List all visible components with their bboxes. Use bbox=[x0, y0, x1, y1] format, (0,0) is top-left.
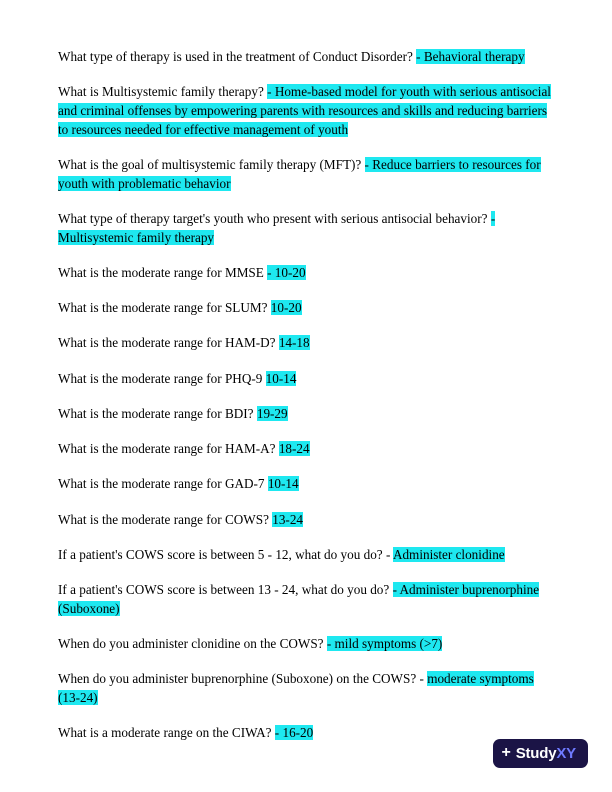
qa-item bbox=[58, 635, 556, 654]
answer-text: - Multisystemic family therapy bbox=[58, 210, 496, 245]
question-text: What is the moderate range for HAM-D? bbox=[58, 335, 276, 351]
studyxy-watermark bbox=[493, 739, 588, 768]
qa-item bbox=[58, 264, 556, 283]
answer-text: 13-24 bbox=[272, 511, 304, 527]
question-text: What is the moderate range for GAD-7 bbox=[58, 476, 265, 492]
qa-item bbox=[58, 156, 556, 193]
answer-text: 10-14 bbox=[267, 476, 299, 492]
answer-text: 10-14 bbox=[265, 370, 297, 386]
question-text: What is a moderate range on the CIWA? bbox=[58, 725, 272, 741]
answer-text: 10-20 bbox=[270, 300, 302, 316]
answer-text: - mild symptoms (>7) bbox=[326, 635, 443, 651]
plus-icon: + bbox=[501, 743, 511, 761]
qa-item bbox=[58, 48, 556, 67]
qa-item bbox=[58, 440, 556, 459]
question-text: When do you administer buprenorphine (Suboxone) on the COWS? - bbox=[58, 671, 424, 687]
question-text: What type of therapy target's youth who present with serious antisocial behavior? bbox=[58, 210, 488, 226]
qa-item bbox=[58, 83, 556, 139]
qa-item bbox=[58, 670, 556, 707]
answer-text: - 10-20 bbox=[267, 264, 306, 280]
answer-text: - Behavioral therapy bbox=[416, 49, 525, 64]
qa-item bbox=[58, 405, 556, 424]
qa-item bbox=[58, 724, 556, 743]
question-text: When do you administer clonidine on the COWS? bbox=[58, 635, 324, 651]
question-text: What is Multisystemic family therapy? bbox=[58, 84, 264, 100]
question-text: What is the moderate range for PHQ-9 bbox=[58, 370, 263, 386]
qa-item bbox=[58, 546, 556, 565]
answer-text: 18-24 bbox=[278, 441, 310, 457]
answer-text: Administer clonidine bbox=[392, 546, 505, 562]
watermark-label-secondary: XY bbox=[556, 745, 576, 762]
question-text: What type of therapy is used in the treatment of Conduct Disorder? bbox=[58, 49, 413, 64]
watermark-label-primary: Study bbox=[515, 745, 557, 762]
qa-item bbox=[58, 370, 556, 389]
qa-item bbox=[58, 511, 556, 530]
question-text: What is the goal of multisystemic family therapy (MFT)? bbox=[58, 156, 362, 172]
question-text: What is the moderate range for COWS? bbox=[58, 511, 269, 527]
question-text: What is the moderate range for HAM-A? bbox=[58, 441, 276, 457]
watermark-label bbox=[516, 745, 576, 762]
question-text: What is the moderate range for BDI? bbox=[58, 405, 254, 421]
qa-item bbox=[58, 475, 556, 494]
answer-text: - Administer buprenorphine (Suboxone) bbox=[58, 581, 540, 616]
qa-item bbox=[58, 581, 556, 618]
answer-text: - Home-based model for youth with serious antisocial and criminal offenses by empowering parents with resources and skills and reducing barriers to resources needed for effective management of youth bbox=[58, 84, 551, 137]
question-text: What is the moderate range for SLUM? bbox=[58, 300, 268, 316]
answer-text: - 16-20 bbox=[274, 725, 314, 741]
answer-text: moderate symptoms (13-24) bbox=[58, 671, 534, 705]
answer-text: 19-29 bbox=[256, 405, 288, 421]
question-text: If a patient's COWS score is between 13 - 24, what do you do? bbox=[58, 581, 390, 597]
question-text: If a patient's COWS score is between 5 - 12, what do you do? - bbox=[58, 546, 391, 562]
qa-item bbox=[58, 210, 556, 247]
qa-item bbox=[58, 299, 556, 318]
question-text: What is the moderate range for MMSE bbox=[58, 264, 264, 280]
answer-text: - Reduce barriers to resources for youth with problematic behavior bbox=[58, 156, 541, 191]
qa-item bbox=[58, 334, 556, 353]
answer-text: 14-18 bbox=[278, 335, 310, 351]
